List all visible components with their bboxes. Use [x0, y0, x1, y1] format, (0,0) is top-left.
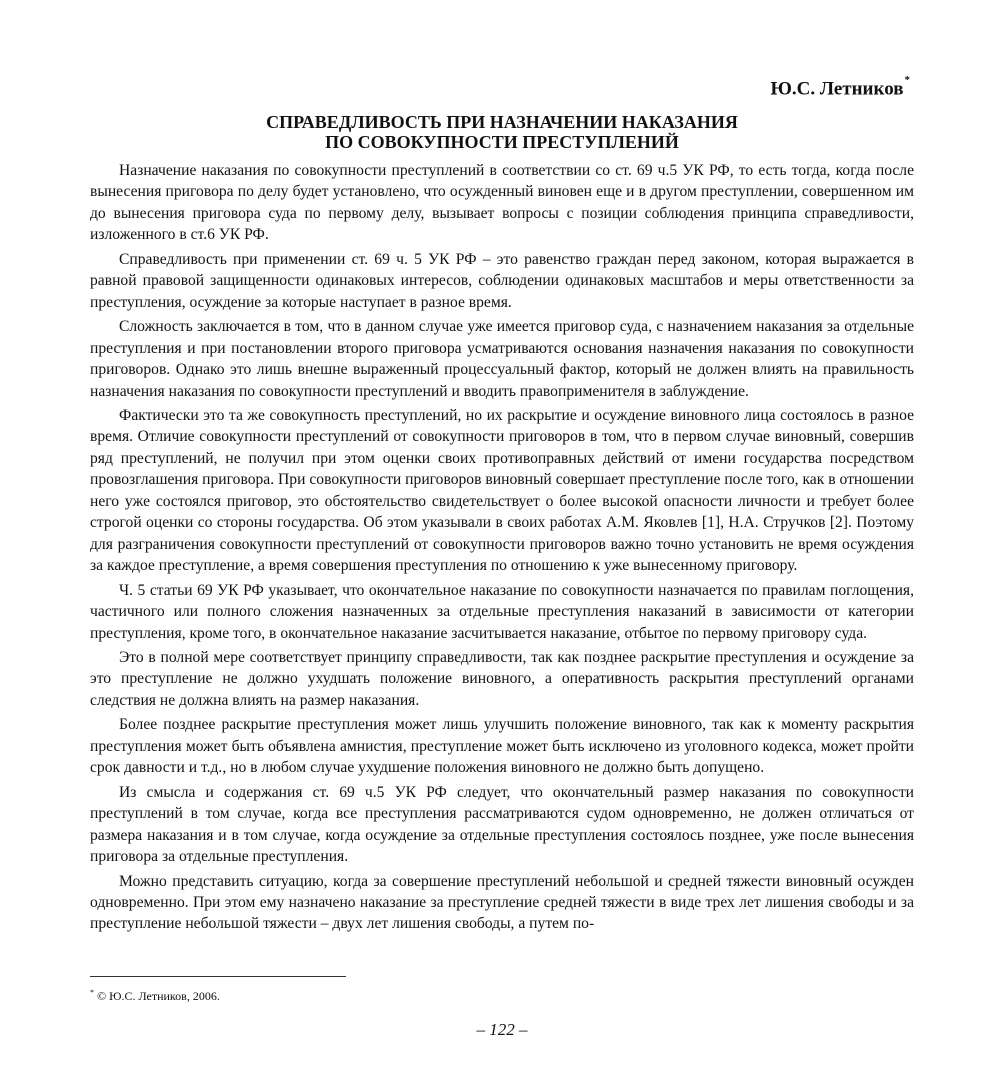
article-body — [90, 160, 914, 938]
paragraph: Из смысла и содержания ст. 69 ч.5 УК РФ следует, что окончательный размер наказания по совокупности преступлений в том случае, когда все преступления рассматриваются судом одновременно, не должен отличаться от размера наказания и в том случае, когда осуждение за отдельные преступления состоялось позднее, уже после вынесения приговора за отдельные преступления. — [90, 783, 914, 866]
paragraph: Можно представить ситуацию, когда за совершение преступлений небольшой и средней тяжести виновный осужден одновременно. При этом ему назначено наказание за преступление средней тяжести в виде трех лет лишения свободы и за преступление небольшой тяжести – двух лет лишения свободы, а путем по- — [90, 872, 914, 933]
title-line-1: СПРАВЕДЛИВОСТЬ ПРИ НАЗНАЧЕНИИ НАКАЗАНИЯ — [266, 112, 738, 132]
author-name — [770, 74, 910, 100]
author-name-text: Ю.С. Летников — [770, 78, 904, 100]
paragraph: Более позднее раскрытие преступления может лишь улучшить положение виновного, так как к моменту раскрытия преступления может быть объявлена амнистия, преступление может быть исключено из уголовного кодекса, может пройти срок давности и т.д., но в любом случае ухудшение положения виновного не должно быть допущено. — [90, 716, 914, 777]
paragraph: Сложность заключается в том, что в данном случае уже имеется приговор суда, с назначением наказания за отдельные преступления и при постановлении второго приговора усматриваются основания назначения наказания по совокупности приговоров. Однако это лишь внешне выраженный процессуальный фактор, который не должен влиять на правильность назначения наказания по совокупности преступлений и вводить правоприменителя в заблуждение. — [90, 318, 914, 400]
footnote-text: © Ю.С. Летников, 2006. — [97, 989, 220, 1003]
footnote-mark: * — [90, 988, 94, 997]
paragraph: Справедливость при применении ст. 69 ч. 5 УК РФ – это равенство граждан перед законом, которая выражается в равной правовой защищенности одинаковых интересов, соблюдении одинаковых масштабов и меры ответственности за преступления, осуждение за которые наступает в разное время. — [90, 250, 914, 311]
article-title — [90, 112, 914, 152]
paragraph: Фактически это та же совокупность преступлений, но их раскрытие и осуждение виновного лица состоялось в разное время. Отличие совокупности преступлений от совокупности приговоров в том, что в первом случае виновный, совершив ряд преступлений, не получил при этом оценки своих противоправных действий от имени государства посредством провозглашения приговора. При совокупности приговоров виновный совершает преступление после того, как в отношении него уже состоялся приговор, это обстоятельство свидетельствует о более высокой опасности личности и требует более строгой оценки со стороны государства. Об этом указывали в своих работах А.М. Яковлев [1], Н.А. Стручков [2]. Поэтому для разграничения совокупности преступлений от совокупности приговоров важно точно установить не время осуждения за каждое преступление, а время совершения преступления по отношению к уже вынесенному приговору. — [90, 406, 914, 575]
author-footnote-mark: * — [904, 74, 910, 86]
page-number: – 122 – — [476, 1020, 528, 1039]
paragraph: Ч. 5 статьи 69 УК РФ указывает, что окончательное наказание по совокупности назначается по правилам поглощения, частичного или полного сложения назначенных за отдельные преступления наказаний в зависимости от категории преступления, кроме того, в окончательное наказание засчитывается наказание, отбытое по первому приговору суда. — [90, 581, 914, 642]
paragraph: Назначение наказания по совокупности преступлений в соответствии со ст. 69 ч.5 УК РФ, то есть тогда, когда после вынесения приговора по делу будет установлено, что осужденный виновен еще и в другом преступлении, совершенном им до вынесения приговора суда по первому делу, вызывает вопросы с позиции соблюдения принципа справедливости, изложенного в ст.6 УК РФ. — [90, 162, 914, 244]
footnote — [90, 988, 220, 1004]
title-line-2: ПО СОВОКУПНОСТИ ПРЕСТУПЛЕНИЙ — [325, 132, 679, 152]
footnote-divider — [90, 976, 346, 977]
paragraph: Это в полной мере соответствует принципу справедливости, так как позднее раскрытие преступления и осуждение за это преступление не должно ухудшать положение виновного, а оперативность раскрытия преступлений органами следствия не должна влиять на размер наказания. — [90, 648, 914, 709]
document-page — [90, 0, 914, 1080]
